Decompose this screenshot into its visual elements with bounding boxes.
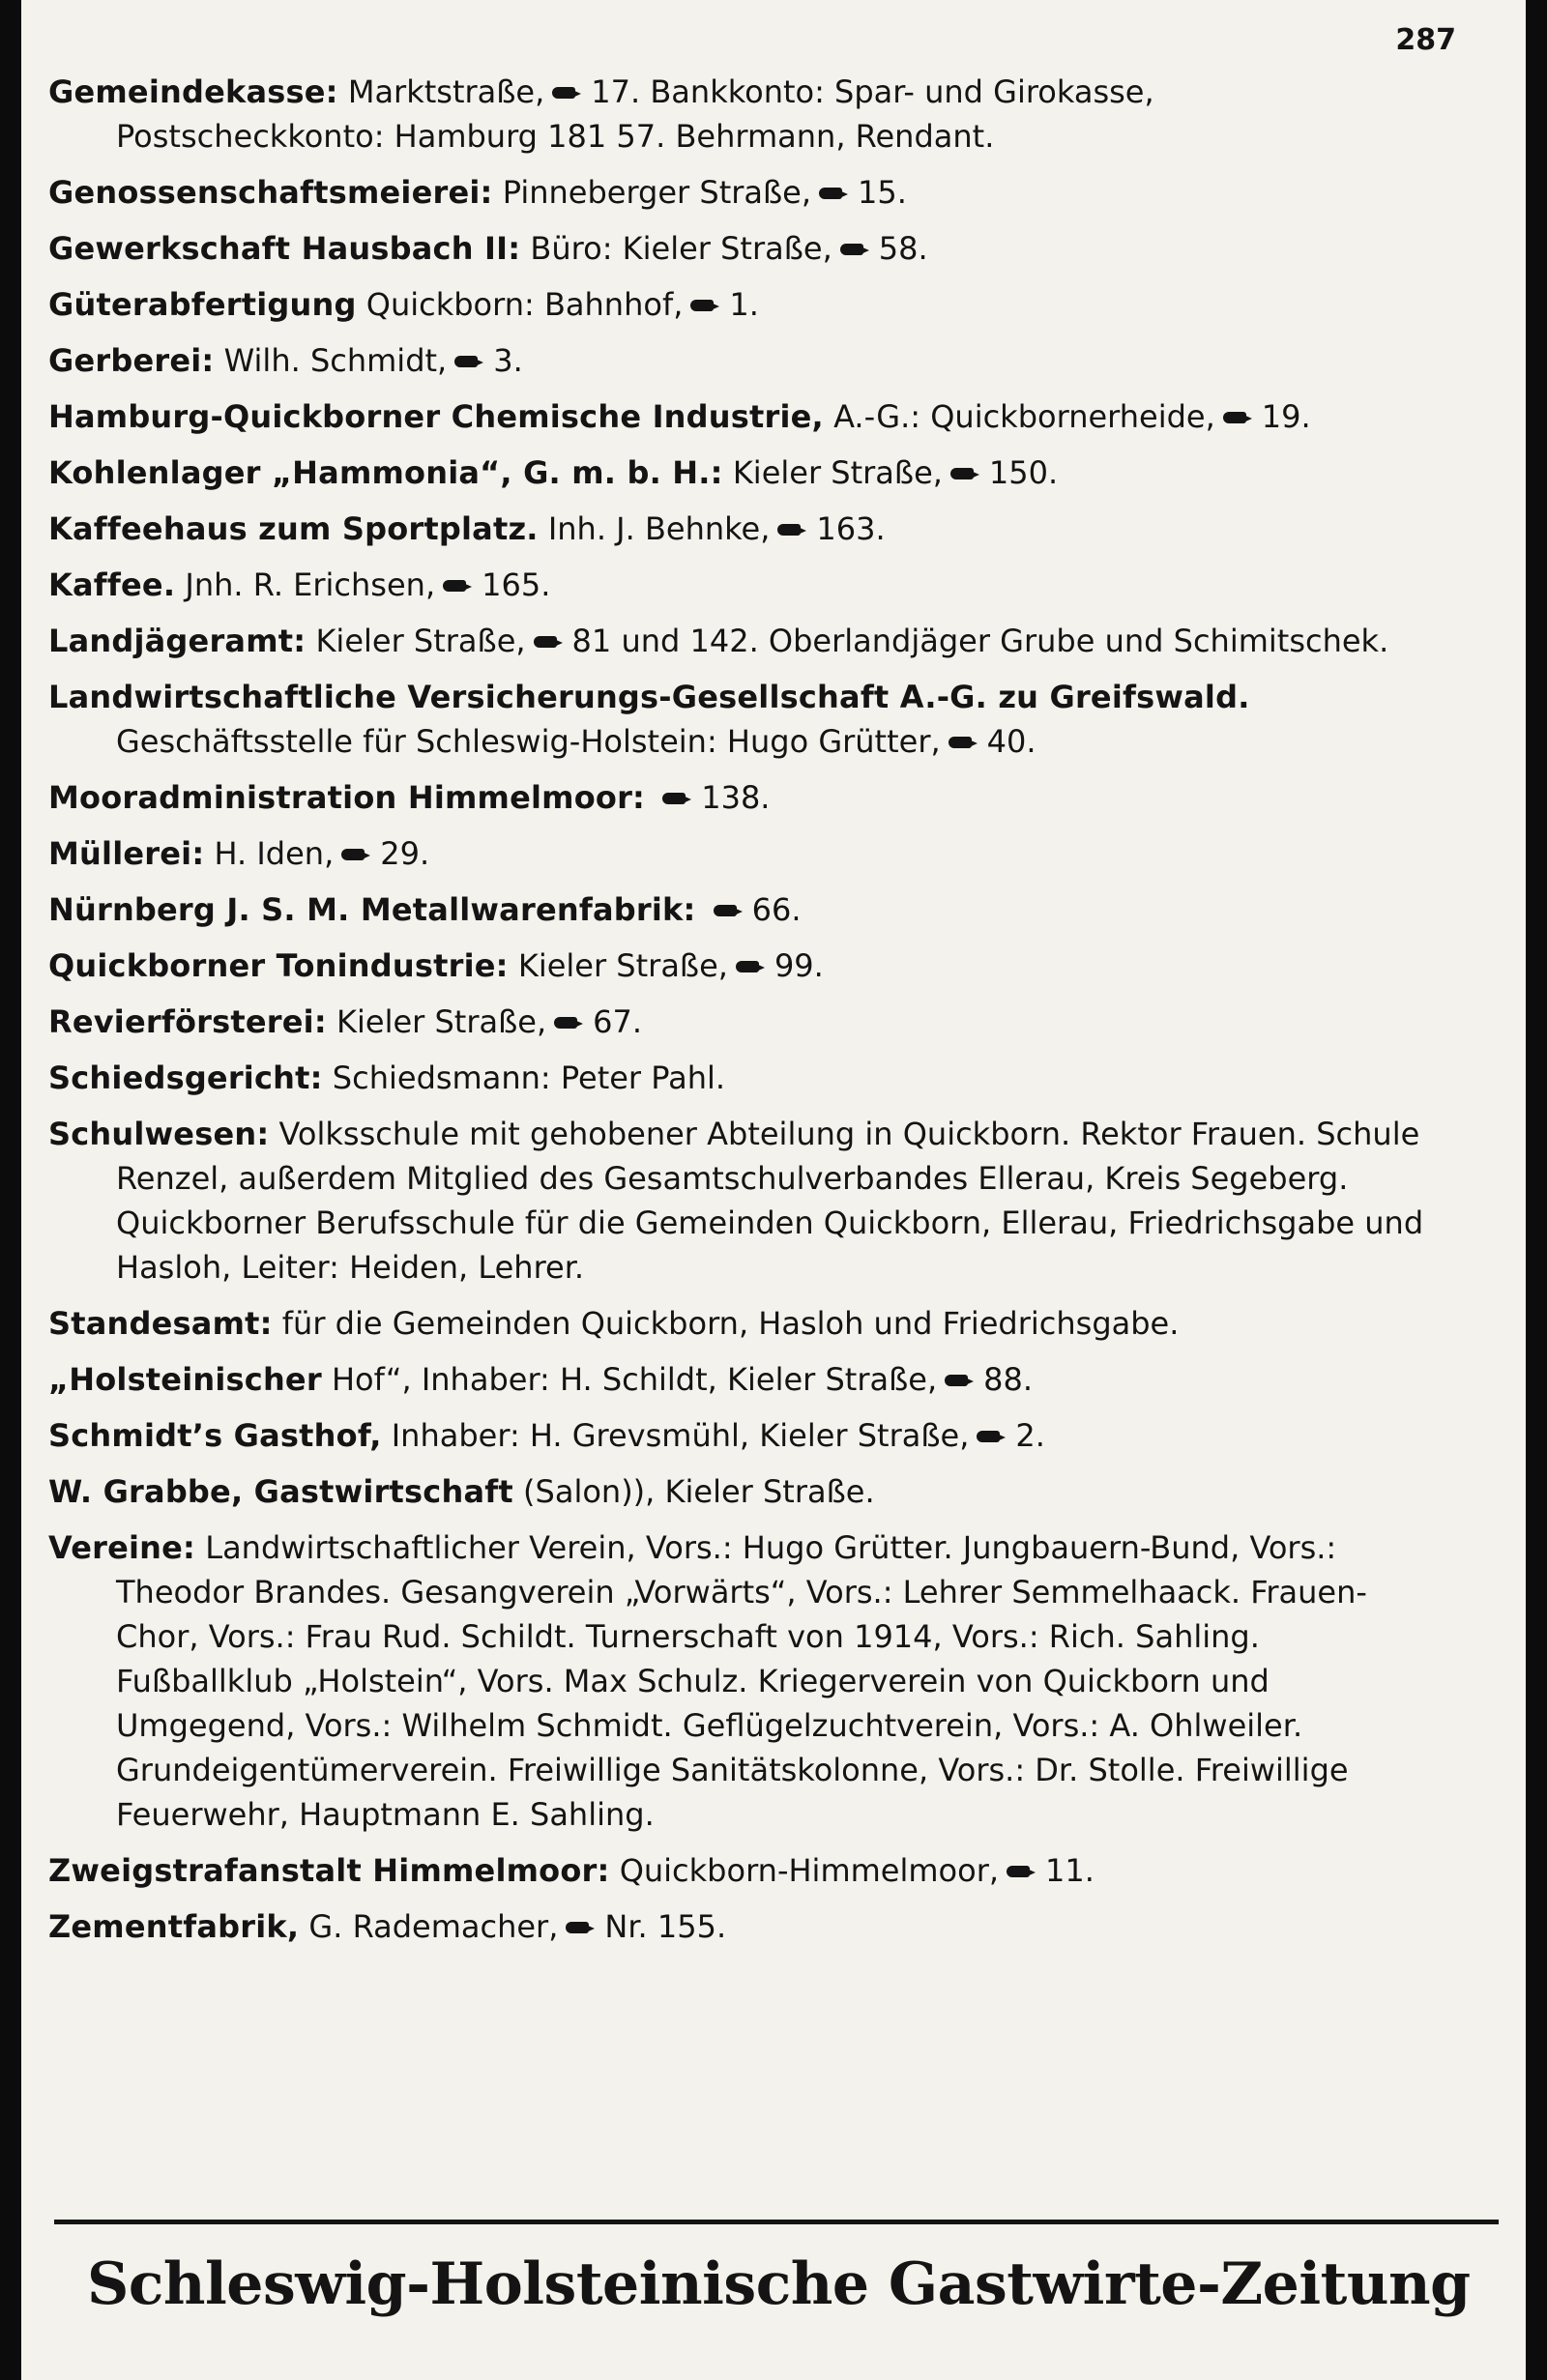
entry-name: Zweigstrafanstalt Himmelmoor: [48,1852,610,1889]
entry-name: Schulwesen: [48,1116,270,1152]
directory-entry [48,675,1431,764]
entry-name: Genossenschaftsmeierei: [48,174,493,211]
page-number: 287 [1395,23,1456,57]
entry-phone-number: 40. [986,723,1036,760]
entry-phone-number: 99. [774,947,824,984]
entry-phone-number: 150. [988,454,1059,491]
entry-phone-number: 11. [1045,1852,1095,1889]
entry-name: Vereine: [48,1529,196,1566]
directory-entry [48,338,1431,383]
footer-title: Schleswig-Holsteinische Gastwirte-Zeitung [87,2250,1471,2318]
entry-phone-number: 67. [593,1003,643,1040]
entry-name: Müllerei: [48,835,205,872]
entry-name: Kaffeehaus zum Sportplatz. [48,510,539,547]
entry-details: Kieler Straße, [336,1003,547,1040]
entry-details: Schiedsmann: Peter Pahl. [332,1059,726,1096]
entry-details: Geschäftsstelle für Schleswig-Holstein: Hugo Grütter, [116,723,941,760]
entry-phone-number: 81 und 142. [571,623,759,659]
entry-details: Jnh. R. Erichsen, [185,566,436,603]
directory-entry [48,1112,1431,1290]
directory-entry [48,619,1431,663]
entry-name: Schiedsgericht: [48,1059,323,1096]
telephone-icon [1007,1865,1036,1878]
directory-entry [48,1848,1431,1893]
entry-name: Standesamt: [48,1305,273,1342]
telephone-icon [819,187,848,200]
entry-details: Landwirtschaftlicher Verein, Vors.: Hugo Grütter. Jungbauern-Bund, Vors.: Theodor Brandes. Gesangverein „Vorwärts“, Vors.: Lehrer Semmelhaack. Frauen-Chor, Vors.: Frau Rud. Schildt. Turnerschaft von 1914, Vors.: Rich. Sahling. Fußballklub „Holstein“, Vors. Max Schulz. Kriegerverein von Quickborn und Umgegend, Vors.: Wilhelm Schmidt. Geflügelzuchtverein, Vors.: A. Ohlweiler. Grundeigentümerverein. Freiwillige Sanitätskolonne, Vors.: Dr. Stolle. Freiwillige Feuerwehr, Hauptmann E. Sahling. [116,1529,1367,1833]
entry-details: Inhaber: H. Grevsmühl, Kieler Straße, [391,1417,970,1454]
entry-details: Kieler Straße, [732,454,943,491]
telephone-icon [950,467,979,480]
telephone-icon [714,904,743,917]
entry-phone-number: 2. [1015,1417,1045,1454]
directory-entry [48,507,1431,551]
entry-name: W. Grabbe, Gastwirtschaft [48,1473,513,1510]
entry-name: Landjägeramt: [48,623,306,659]
telephone-icon [949,736,978,749]
directory-entry [48,450,1431,495]
entry-details: Wilh. Schmidt, [223,342,448,379]
entry-name: Schmidt’s Gasthof, [48,1417,382,1454]
entry-name: Kohlenlager „Hammonia“, G. m. b. H.: [48,454,723,491]
entry-details: G. Rademacher, [308,1908,559,1945]
directory-entry [48,1413,1431,1458]
entry-name: „Holsteinischer [48,1361,322,1398]
entry-name: Güterabfertigung [48,286,357,323]
entry-details-continued: Bankkonto: Spar- und Girokasse, Postscheckkonto: Hamburg 181 57. Behrmann, Rendant. [116,73,1154,155]
telephone-icon [690,299,719,312]
entry-details: Quickborn-Himmelmoor, [619,1852,1000,1889]
entry-phone-number: 165. [482,566,551,603]
entry-details: Büro: Kieler Straße, [530,230,832,267]
telephone-icon [1223,411,1252,424]
telephone-icon [554,1016,583,1030]
directory-entry [48,563,1431,607]
entry-details: Inh. J. Behnke, [547,510,771,547]
directory-entry [48,1056,1431,1100]
directory-entry [48,943,1431,988]
directory-entry [48,1357,1431,1402]
entry-name: Gewerkschaft Hausbach II: [48,230,521,267]
directory-entry [48,1469,1431,1514]
telephone-icon [341,848,370,861]
entry-phone-number: Nr. 155. [604,1908,727,1945]
entry-phone-number: 88. [983,1361,1033,1398]
entry-name: Mooradministration Himmelmoor: [48,779,646,816]
telephone-icon [454,355,483,368]
entry-details: Volksschule mit gehobener Abteilung in Quickborn. Rektor Frauen. Schule Renzel, außerdem Mitglied des Gesamtschulverbandes Ellerau, Kreis Segeberg. Quickborner Berufsschule für die Gemeinden Quickborn, Ellerau, Friedrichsgabe und Hasloh, Leiter: Heiden, Lehrer. [116,1116,1424,1286]
entry-details: Kieler Straße, [517,947,728,984]
entry-phone-number: 3. [493,342,523,379]
entry-details: Marktstraße, [347,73,545,110]
telephone-icon [443,579,472,593]
directory-entry [48,1904,1431,1949]
document-page [21,0,1526,2380]
entry-details-continued: Oberlandjäger Grube und Schimitschek. [768,623,1389,659]
telephone-icon [945,1374,974,1387]
entry-details: A.-G.: Quickbornerheide, [833,398,1215,435]
footer-rule [54,2220,1499,2224]
directory-entry [48,1000,1431,1044]
telephone-icon [736,960,765,973]
telephone-icon [534,635,563,649]
entry-details: Quickborn: Bahnhof, [365,286,684,323]
entry-phone-number: 29. [380,835,430,872]
directory-entry [48,282,1431,327]
entry-name: Kaffee. [48,566,176,603]
entry-details: H. Iden, [214,835,335,872]
directory-entry [48,775,1431,820]
entry-name: Gerberei: [48,342,215,379]
directory-entry [48,226,1431,271]
directory-entry [48,170,1431,215]
entry-name: Nürnberg J. S. M. Metallwarenfabrik: [48,891,696,928]
entry-phone-number: 138. [701,779,771,816]
entry-name: Revierförsterei: [48,1003,327,1040]
telephone-icon [662,792,691,805]
directory-entry [48,70,1431,159]
directory-entry [48,831,1431,876]
entry-details: Kieler Straße, [315,623,526,659]
entry-details: Hof“, Inhaber: H. Schildt, Kieler Straße, [331,1361,938,1398]
entry-name: Quickborner Tonindustrie: [48,947,509,984]
directory-entries [48,70,1431,1960]
entry-name: Hamburg-Quickborner Chemische Industrie, [48,398,824,435]
entry-phone-number: 19. [1261,398,1311,435]
directory-entry [48,1525,1431,1837]
telephone-icon [552,86,581,100]
directory-entry [48,1301,1431,1346]
entry-name: Landwirtschaftliche Versicherungs-Gesellschaft A.-G. zu Greifswald. [48,679,1250,715]
telephone-icon [777,523,806,537]
entry-phone-number: 15. [858,174,907,211]
telephone-icon [566,1921,595,1934]
entry-phone-number: 1. [729,286,759,323]
entry-phone-number: 163. [816,510,886,547]
directory-entry [48,394,1431,439]
entry-phone-number: 66. [751,891,802,928]
entry-phone-number: 58. [878,230,928,267]
entry-details: (Salon)), Kieler Straße. [523,1473,875,1510]
telephone-icon [840,243,869,256]
entry-details: für die Gemeinden Quickborn, Hasloh und Friedrichsgabe. [281,1305,1180,1342]
directory-entry [48,887,1431,932]
entry-name: Zementfabrik, [48,1908,300,1945]
entry-phone-number: 17. [591,73,641,110]
entry-details: Pinneberger Straße, [502,174,812,211]
telephone-icon [977,1430,1006,1443]
entry-name: Gemeindekasse: [48,73,338,110]
